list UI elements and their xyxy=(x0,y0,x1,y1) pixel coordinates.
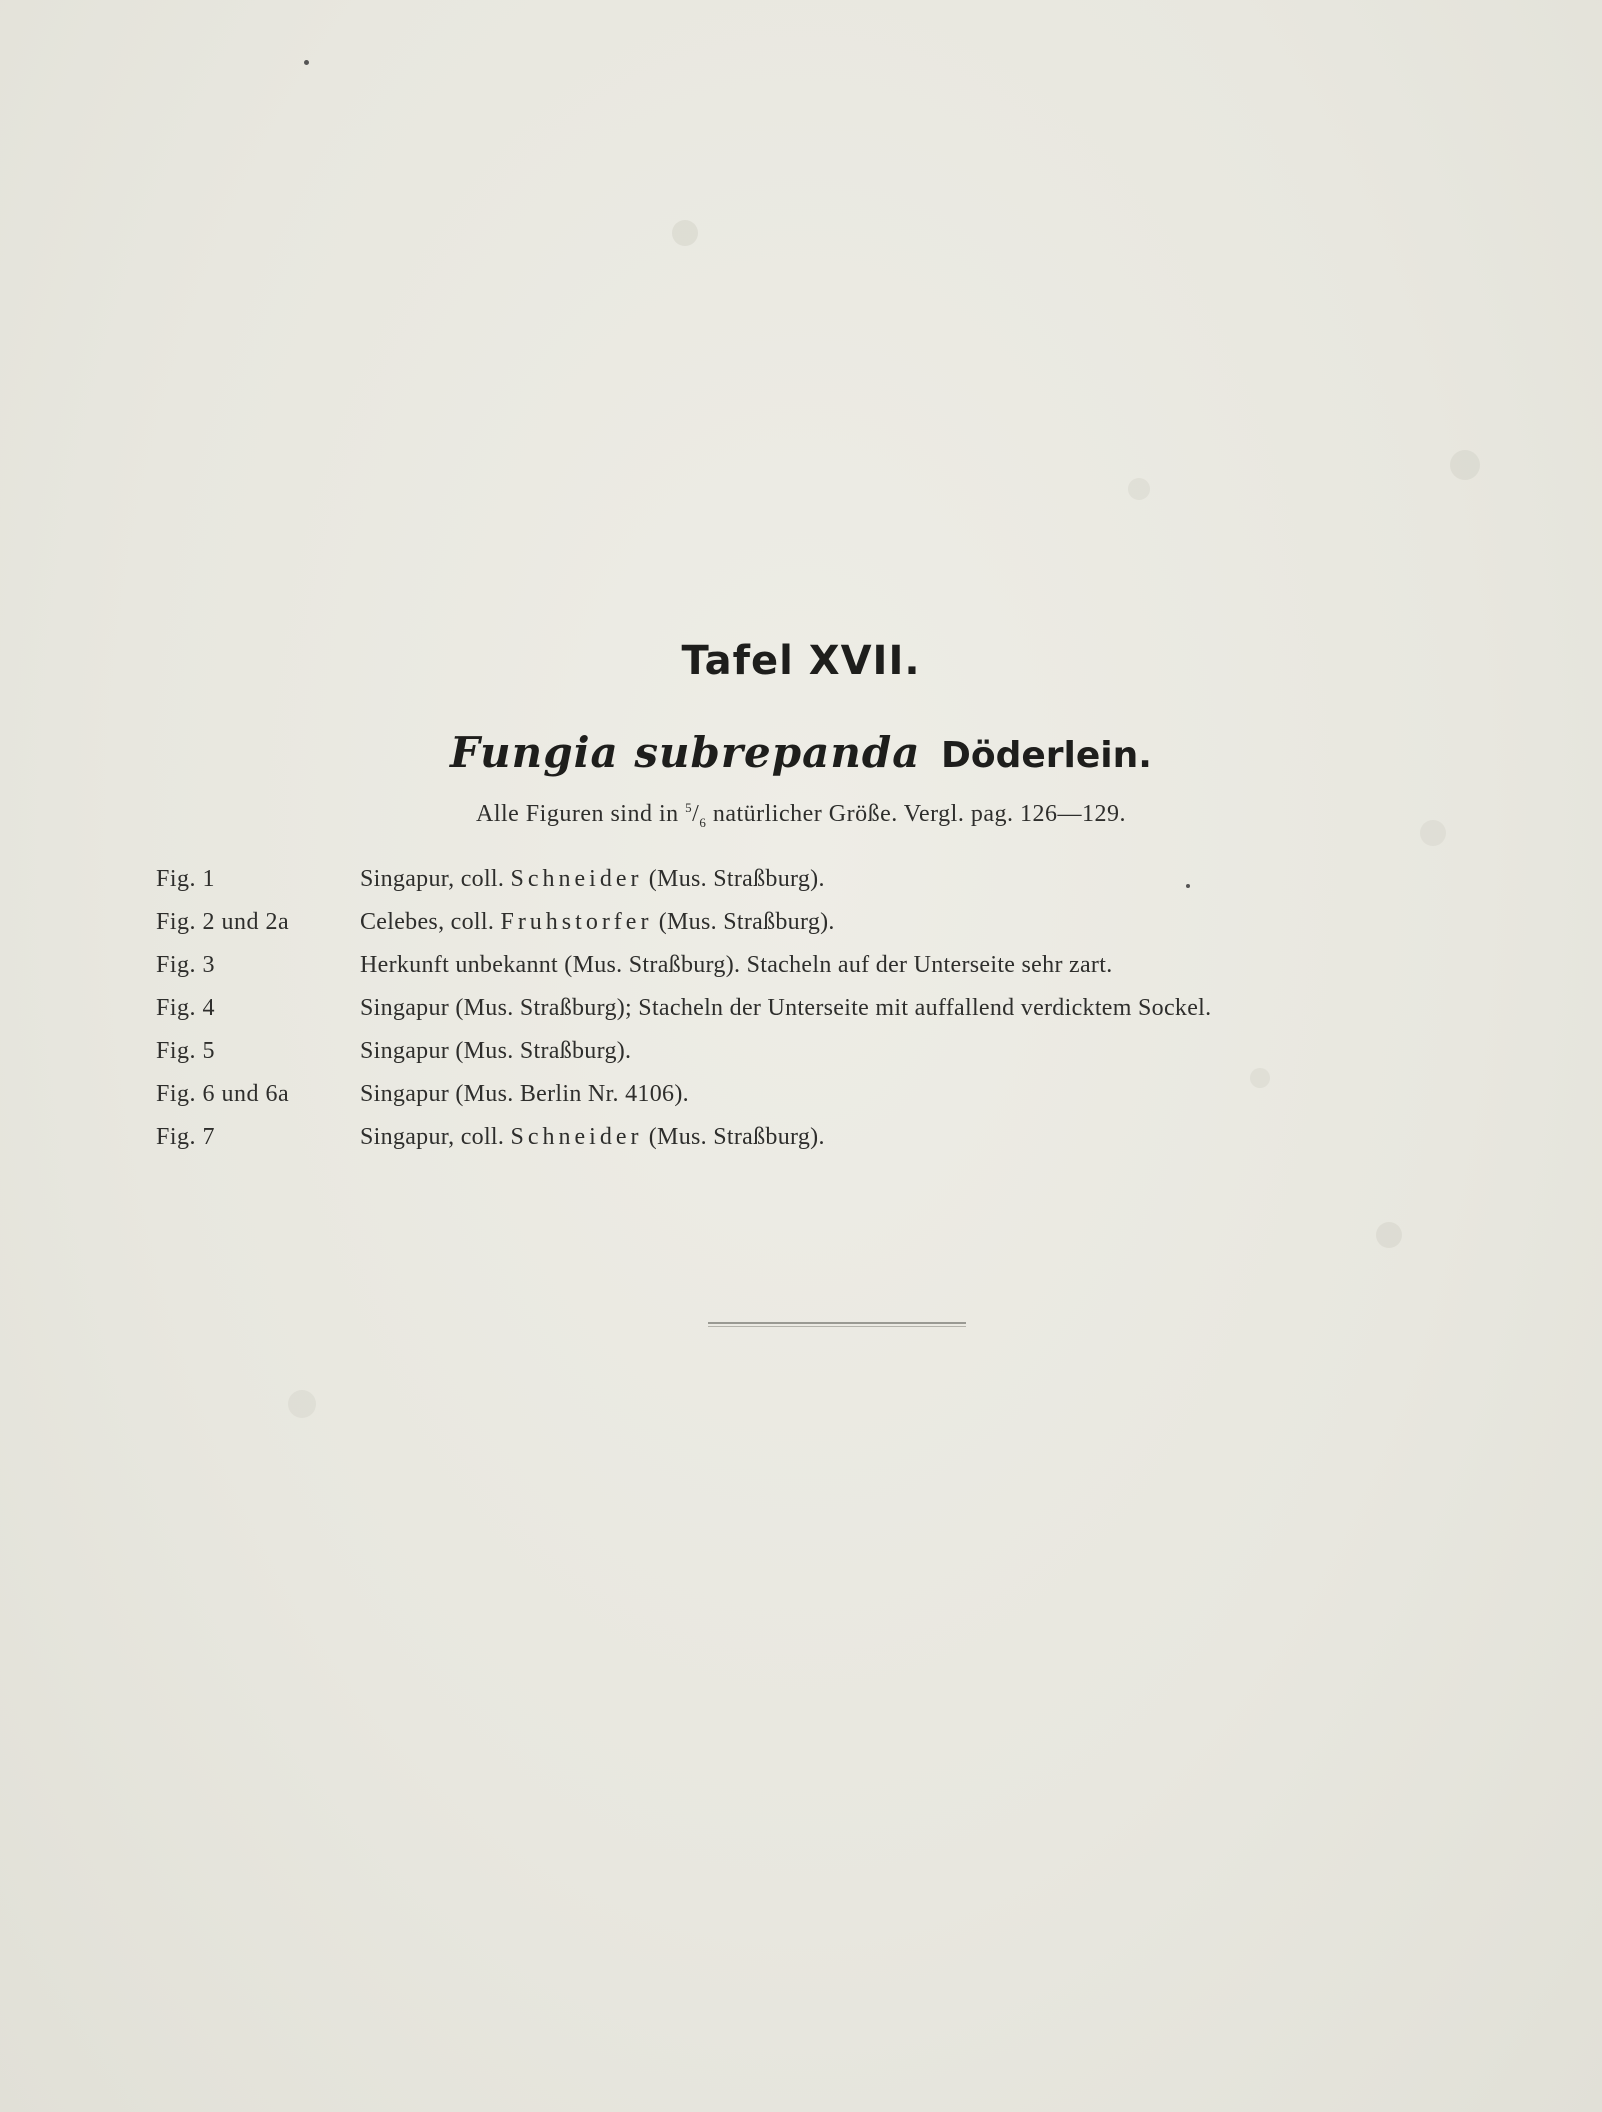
paper-speck xyxy=(1450,450,1480,480)
figure-label: Fig. 7 xyxy=(156,1124,216,1150)
paper-speck xyxy=(1128,478,1150,500)
scale-fraction-denominator: 6 xyxy=(699,814,707,830)
figure-description xyxy=(360,858,825,901)
figure-entry xyxy=(156,1116,1486,1159)
figure-entry xyxy=(156,1073,1486,1116)
figure-entry xyxy=(156,901,1486,944)
figure-entry xyxy=(156,1030,1486,1073)
paper-speck xyxy=(1376,1222,1402,1248)
figure-entry xyxy=(156,858,1486,901)
species-author: Döderlein. xyxy=(940,735,1152,776)
figure-collector: Fruhstorfer xyxy=(500,909,653,935)
figure-label: Fig. 6 und 6a xyxy=(156,1081,290,1107)
scale-note-suffix: natürlicher Größe. Vergl. pag. 126—129. xyxy=(706,801,1127,827)
figure-locality: Singapur, coll. xyxy=(360,866,511,892)
plate-title: Tafel XVII. xyxy=(681,638,921,684)
figure-label: Fig. 4 xyxy=(156,995,216,1021)
figure-locality: Singapur (Mus. Straßburg). xyxy=(360,1038,632,1064)
closing-rule xyxy=(708,1322,966,1324)
figure-list xyxy=(156,858,1486,1159)
figure-description xyxy=(360,1116,825,1159)
species-name: Fungia subrepanda xyxy=(450,728,921,777)
figure-description xyxy=(360,944,1113,987)
figure-locality: Herkunft unbekannt (Mus. Straßburg). Stacheln auf der Unterseite sehr zart. xyxy=(360,952,1113,978)
species-heading xyxy=(0,728,1602,778)
figure-description xyxy=(360,901,835,944)
scale-note xyxy=(0,800,1602,831)
scale-fraction-numerator: 5 xyxy=(685,800,693,815)
figure-repository: (Mus. Straßburg). xyxy=(642,1124,825,1150)
figure-label: Fig. 1 xyxy=(156,866,216,892)
paper-speck xyxy=(672,220,698,246)
figure-collector: Schneider xyxy=(510,1124,643,1150)
figure-description xyxy=(360,1073,689,1116)
figure-locality: Celebes, coll. xyxy=(360,909,501,935)
figure-locality: Singapur (Mus. Straßburg); Stacheln der Unterseite mit auffallend verdicktem Sockel. xyxy=(360,995,1212,1021)
figure-locality: Singapur, coll. xyxy=(360,1124,511,1150)
figure-repository: (Mus. Straßburg). xyxy=(652,909,835,935)
figure-description xyxy=(360,987,1211,1030)
figure-label: Fig. 5 xyxy=(156,1038,216,1064)
scale-fraction-separator: / xyxy=(692,801,700,827)
figure-label: Fig. 2 und 2a xyxy=(156,909,290,935)
figure-entry xyxy=(156,944,1486,987)
figure-locality: Singapur (Mus. Berlin Nr. 4106). xyxy=(360,1081,689,1107)
scale-note-prefix: Alle Figuren sind in xyxy=(475,801,686,827)
figure-collector: Schneider xyxy=(510,866,643,892)
figure-description xyxy=(360,1030,631,1073)
figure-label: Fig. 3 xyxy=(156,952,216,978)
paper-speck xyxy=(288,1390,316,1418)
figure-repository: (Mus. Straßburg). xyxy=(642,866,825,892)
closing-rule-secondary xyxy=(708,1326,966,1327)
paper-speck xyxy=(304,60,309,65)
figure-entry xyxy=(156,987,1486,1030)
